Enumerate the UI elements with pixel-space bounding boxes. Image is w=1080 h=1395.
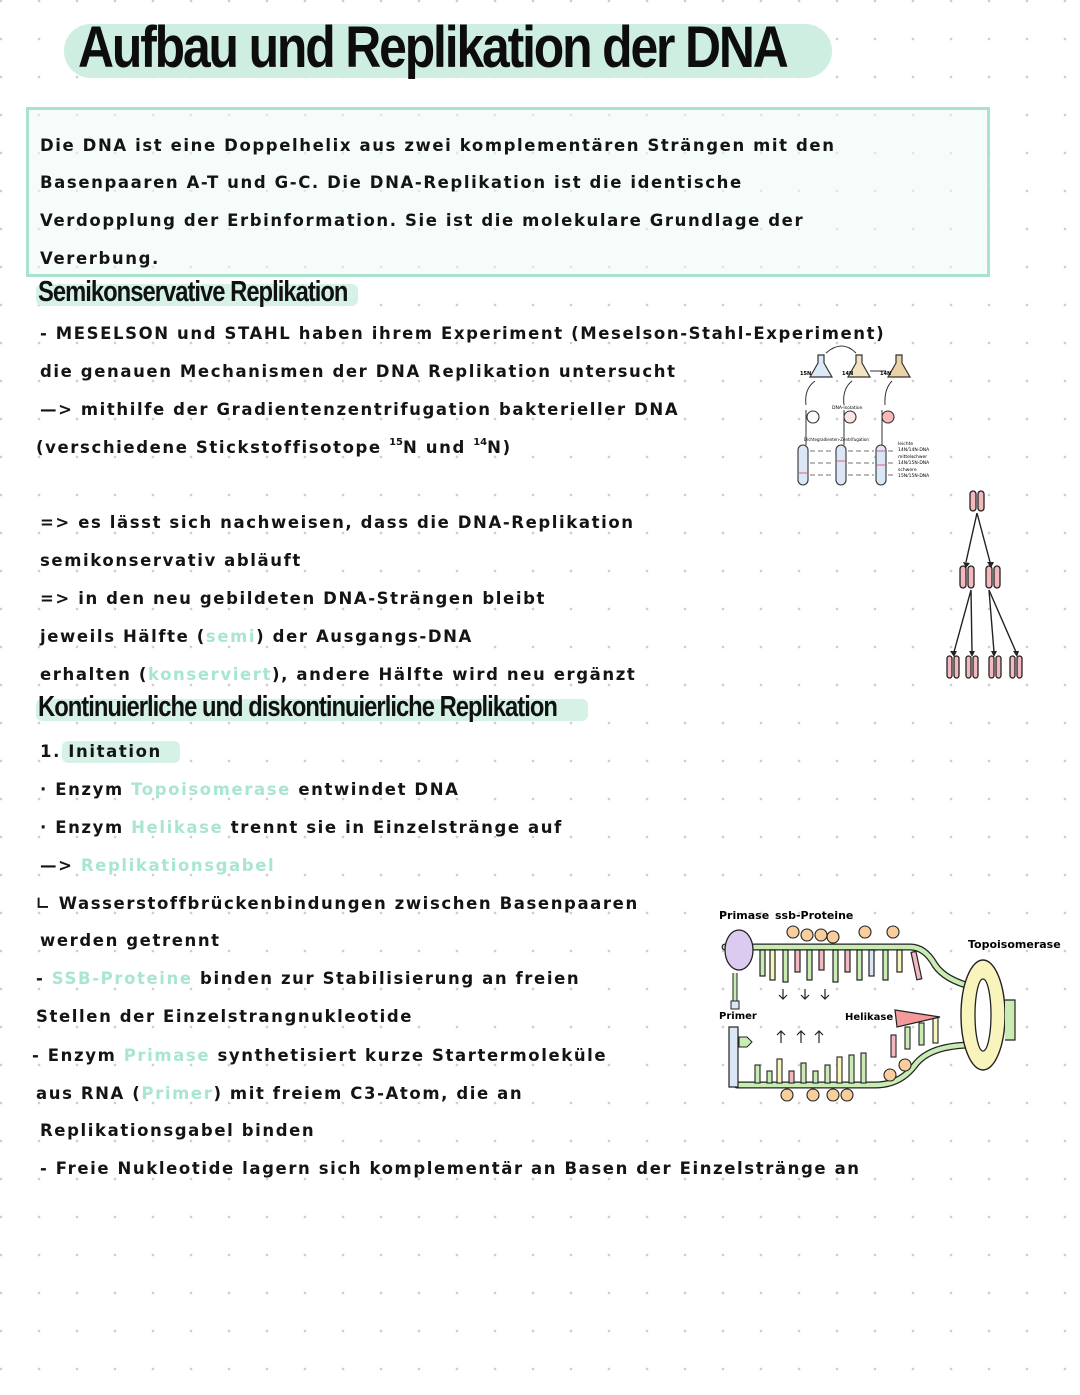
- s1-conclusion-3: => in den neu gebildeten DNA-Strängen bleibt: [40, 589, 546, 608]
- section2-heading: Kontinuierliche und diskontinuierliche Replikation: [38, 691, 557, 723]
- svg-text:ssb-Proteine: ssb-Proteine: [775, 909, 854, 922]
- intro-line-3: Verdopplung der Erbinformation. Sie ist die molekulare Grundlage der: [40, 211, 805, 230]
- svg-text:14N/14N-DNA: 14N/14N-DNA: [898, 448, 930, 453]
- intro-line-2: Basenpaaren A-T und G-C. Die DNA-Replikation ist die identische: [40, 173, 743, 192]
- s2-item-6: - SSB-Proteine binden zur Stabilisierung an freien: [36, 969, 581, 988]
- svg-text:Topoisomerase: Topoisomerase: [968, 938, 1061, 951]
- step-heading: 1. Initation: [40, 742, 162, 761]
- replication-fork-diagram: [715, 905, 1080, 1100]
- s2-item-2: · Enzym Helikase trennt sie in Einzelstränge auf: [40, 818, 563, 837]
- svg-text:14N: 14N: [842, 371, 854, 377]
- svg-text:Primer: Primer: [719, 1011, 757, 1022]
- svg-text:leichte: leichte: [898, 442, 914, 447]
- s1-line-2: die genauen Mechanismen der DNA Replikation untersucht: [40, 362, 677, 381]
- svg-text:14N/15N-DNA: 14N/15N-DNA: [898, 461, 930, 466]
- meselson-stahl-diagram: [790, 345, 950, 490]
- dna-strand-icon: [947, 491, 1022, 678]
- s2-item-8: - Enzym Primase synthetisiert kurze Startermoleküle: [32, 1046, 608, 1065]
- s2-item-10: Replikationsgabel binden: [40, 1121, 316, 1140]
- section1-heading: Semikonservative Replikation: [38, 276, 348, 308]
- flask-icon: [810, 355, 910, 377]
- primase-icon: [725, 930, 753, 970]
- semiconservative-tree-diagram: [930, 488, 1040, 683]
- s2-item-7: Stellen der Einzelstrangnukleotide: [36, 1007, 414, 1026]
- svg-text:15N: 15N: [800, 371, 812, 377]
- svg-text:15N/15N-DNA: 15N/15N-DNA: [898, 474, 930, 479]
- page-title: Aufbau und Replikation der DNA: [78, 15, 787, 80]
- ssb-protein-icon: [787, 926, 899, 943]
- s1-conclusion-5: erhalten (konserviert), andere Hälfte wird neu ergänzt: [40, 665, 637, 684]
- s2-item-3: —> Replikationsgabel: [40, 856, 276, 875]
- svg-text:DNA-Isolation: DNA-Isolation: [832, 406, 863, 411]
- s1-line-3: —> mithilfe der Gradientenzentrifugation bakterieller DNA: [40, 400, 680, 419]
- intro-line-1: Die DNA ist eine Doppelhelix aus zwei komplementären Strängen mit den: [40, 136, 836, 155]
- intro-box: [26, 107, 990, 277]
- s1-isotope-line: (verschiedene Stickstoffisotope $^{15}$N und $^{14}$N): [36, 437, 512, 457]
- s1-conclusion-1: => es lässt sich nachweisen, dass die DNA-Replikation: [40, 513, 635, 532]
- s2-item-9: aus RNA (Primer) mit freiem C3-Atom, die an: [36, 1084, 524, 1103]
- arrow-icon: [777, 989, 829, 1043]
- s1-line-1: - MESELSON und STAHL haben ihrem Experiment (Meselson-Stahl-Experiment): [40, 324, 886, 343]
- s1-conclusion-4: jeweils Hälfte (semi) der Ausgangs-DNA: [40, 627, 473, 646]
- intro-line-4: Vererbung.: [40, 249, 160, 268]
- svg-text:Dichtegradienten-Zentrifugatio: Dichtegradienten-Zentrifugation: [804, 437, 869, 442]
- clock-icon: [807, 411, 894, 423]
- svg-text:Primase: Primase: [719, 909, 770, 922]
- s2-item-11: - Freie Nukleotide lagern sich komplementär an Basen der Einzelstränge an: [40, 1159, 861, 1178]
- svg-text:schwere: schwere: [898, 468, 917, 473]
- s2-item-1: · Enzym Topoisomerase entwindet DNA: [40, 780, 460, 799]
- svg-text:mittelschwer: mittelschwer: [898, 455, 928, 460]
- svg-text:Helikase: Helikase: [845, 1012, 894, 1023]
- svg-text:14N: 14N: [880, 371, 892, 377]
- s2-item-5: werden getrennt: [40, 931, 221, 950]
- nucleotide-icon: [760, 950, 922, 982]
- s2-item-4: ∟ Wasserstoffbrückenbindungen zwischen Basenpaaren: [36, 894, 639, 913]
- s1-conclusion-2: semikonservativ abläuft: [40, 551, 302, 570]
